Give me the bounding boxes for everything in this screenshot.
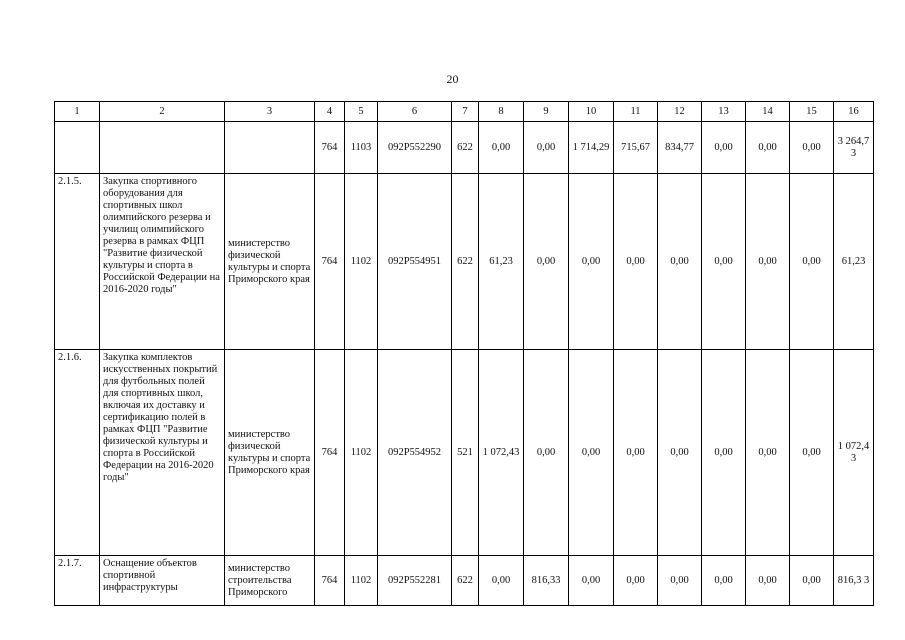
- value-cell: 0,00: [702, 174, 746, 350]
- value-cell: 092P554951: [378, 174, 452, 350]
- value-cell: 0,00: [746, 556, 790, 606]
- value-cell: 0,00: [569, 556, 614, 606]
- value-cell: 764: [315, 122, 345, 174]
- column-header: 9: [524, 102, 569, 122]
- value-cell: 0,00: [658, 556, 702, 606]
- value-cell: 764: [315, 556, 345, 606]
- value-cell: 0,00: [614, 556, 658, 606]
- item-code: 2.1.7.: [55, 556, 100, 606]
- value-cell: 0,00: [790, 174, 834, 350]
- value-cell: 0,00: [790, 556, 834, 606]
- column-header: 13: [702, 102, 746, 122]
- value-cell: 092P552290: [378, 122, 452, 174]
- responsible-org: министерство физической культуры и спорта Приморского края: [225, 174, 315, 350]
- table-row: [55, 350, 874, 556]
- item-name: [100, 122, 225, 174]
- value-cell: 0,00: [702, 350, 746, 556]
- value-cell: 715,67: [614, 122, 658, 174]
- value-cell: 1 714,29: [569, 122, 614, 174]
- value-cell: 0,00: [569, 174, 614, 350]
- column-header: 15: [790, 102, 834, 122]
- item-name: Закупка спортивного оборудования для спортивных школ олимпийского резерва и училищ олимпийского резерва в рамках ФЦП "Развитие физической культуры и спорта в Российской Федерации на 2016-2020 годы": [100, 174, 225, 350]
- value-cell: 092P554952: [378, 350, 452, 556]
- value-cell: 0,00: [702, 556, 746, 606]
- value-cell: 0,00: [702, 122, 746, 174]
- value-cell: 622: [452, 174, 479, 350]
- item-code: [55, 122, 100, 174]
- responsible-org: министерство строительства Приморского: [225, 556, 315, 606]
- responsible-org: министерство физической культуры и спорта Приморского края: [225, 350, 315, 556]
- column-header: 3: [225, 102, 315, 122]
- value-cell: 834,77: [658, 122, 702, 174]
- column-header: 6: [378, 102, 452, 122]
- value-cell: 1103: [345, 122, 378, 174]
- value-cell: 1 072,43: [479, 350, 524, 556]
- value-cell: 0,00: [524, 350, 569, 556]
- value-cell: 61,23: [479, 174, 524, 350]
- value-cell: 3 264,7 3: [834, 122, 874, 174]
- value-cell: 0,00: [524, 122, 569, 174]
- value-cell: 0,00: [614, 174, 658, 350]
- value-cell: 622: [452, 122, 479, 174]
- item-name: Закупка комплектов искусственных покрытий для футбольных полей для спортивных школ, включая их доставку и сертификацию полей в рамках ФЦП "Развитие физической культуры и спорта в Российской Федерации на 2016-2020 годы": [100, 350, 225, 556]
- value-cell: 092P552281: [378, 556, 452, 606]
- value-cell: 764: [315, 350, 345, 556]
- value-cell: 1102: [345, 556, 378, 606]
- column-header: 4: [315, 102, 345, 122]
- item-code: 2.1.5.: [55, 174, 100, 350]
- column-header: 12: [658, 102, 702, 122]
- value-cell: 61,23: [834, 174, 874, 350]
- table-row: [55, 174, 874, 350]
- value-cell: 0,00: [614, 350, 658, 556]
- value-cell: 0,00: [524, 174, 569, 350]
- value-cell: 0,00: [658, 174, 702, 350]
- value-cell: 0,00: [479, 122, 524, 174]
- column-header: 11: [614, 102, 658, 122]
- column-header: 5: [345, 102, 378, 122]
- table-row: [55, 556, 874, 606]
- value-cell: 0,00: [569, 350, 614, 556]
- item-name: Оснащение объектов спортивной инфраструктуры: [100, 556, 225, 606]
- column-header: 10: [569, 102, 614, 122]
- value-cell: 0,00: [746, 350, 790, 556]
- value-cell: 622: [452, 556, 479, 606]
- value-cell: 0,00: [746, 122, 790, 174]
- value-cell: 0,00: [658, 350, 702, 556]
- header-row: [55, 102, 874, 122]
- value-cell: 816,33: [524, 556, 569, 606]
- column-header: 8: [479, 102, 524, 122]
- value-cell: 816,3 3: [834, 556, 874, 606]
- budget-table: [54, 101, 874, 606]
- value-cell: 0,00: [790, 122, 834, 174]
- table-body: [55, 102, 874, 606]
- column-header: 16: [834, 102, 874, 122]
- value-cell: 1 072,4 3: [834, 350, 874, 556]
- column-header: 1: [55, 102, 100, 122]
- item-code: 2.1.6.: [55, 350, 100, 556]
- table-row: [55, 122, 874, 174]
- value-cell: 0,00: [479, 556, 524, 606]
- value-cell: 0,00: [790, 350, 834, 556]
- value-cell: 1102: [345, 174, 378, 350]
- value-cell: 0,00: [746, 174, 790, 350]
- responsible-org: [225, 122, 315, 174]
- page-number: 20: [446, 72, 459, 86]
- column-header: 2: [100, 102, 225, 122]
- column-header: 7: [452, 102, 479, 122]
- column-header: 14: [746, 102, 790, 122]
- value-cell: 764: [315, 174, 345, 350]
- value-cell: 521: [452, 350, 479, 556]
- value-cell: 1102: [345, 350, 378, 556]
